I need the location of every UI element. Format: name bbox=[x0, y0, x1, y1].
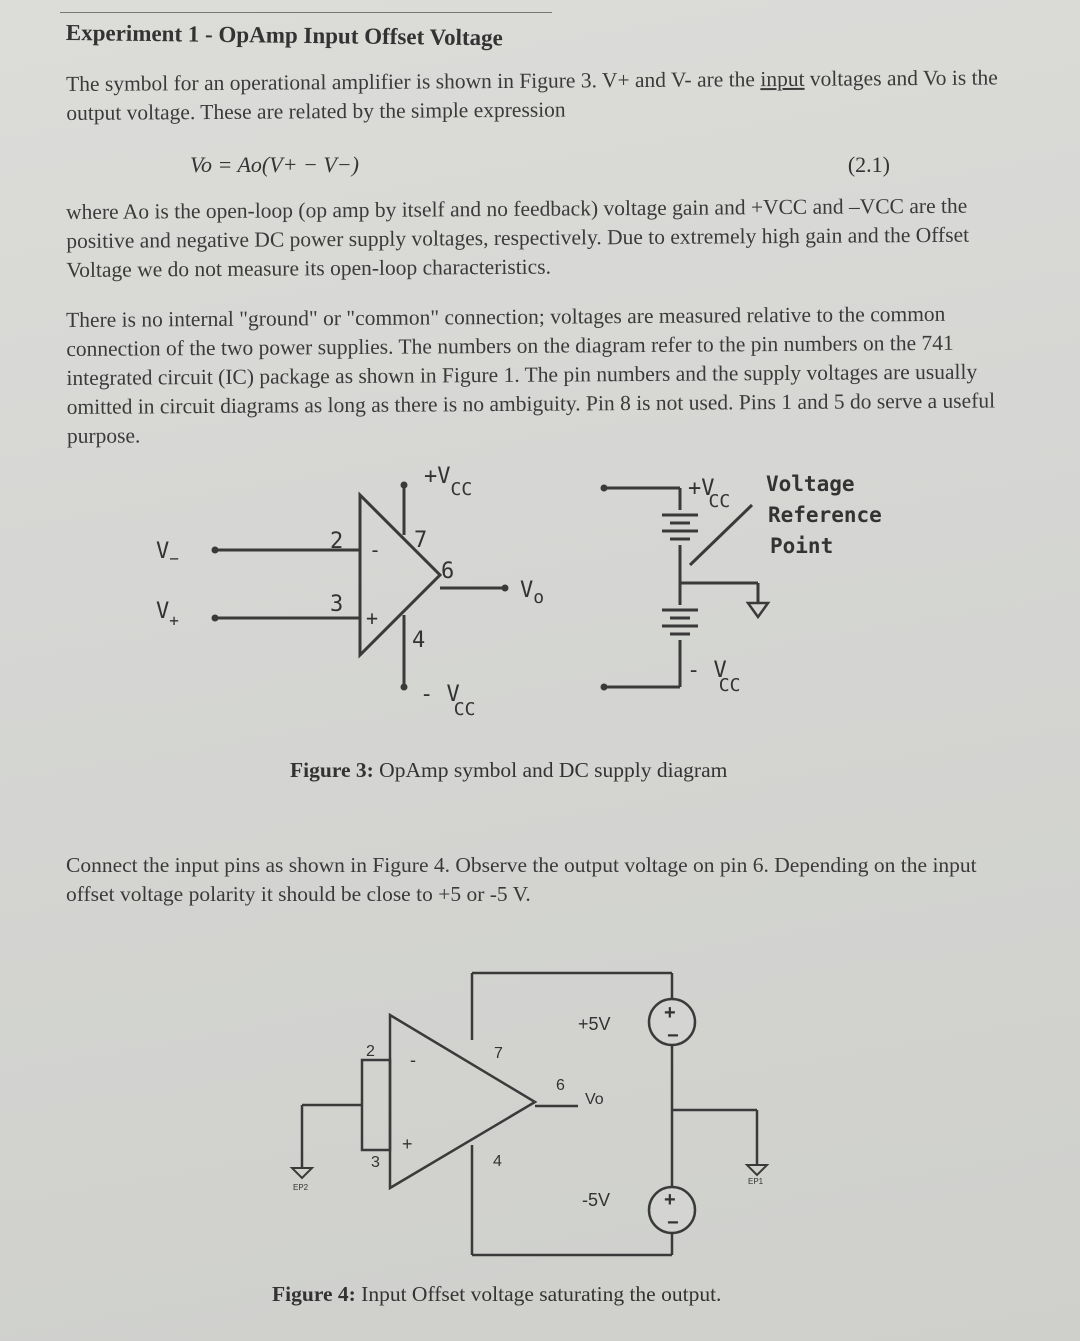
section-heading: Experiment 1 - OpAmp Input Offset Voltage bbox=[65, 20, 503, 51]
fig3-plus-sign: + bbox=[366, 606, 379, 630]
top-rule bbox=[60, 12, 552, 13]
fig4-pos-source-minus: − bbox=[667, 1025, 679, 1047]
fig4-neg-source-minus: − bbox=[667, 1212, 679, 1234]
fig3-label-vo: $V_o$ bbox=[520, 578, 545, 608]
paragraph-ground bbox=[66, 299, 1012, 451]
fig3-terminal-vminus bbox=[212, 547, 219, 554]
connect-text: Connect the input pins as shown in Figure 4. Observe the output voltage on pin 6. Depending on the input offset voltage polarity it should be close to +5 or -5 V. bbox=[66, 853, 977, 906]
intro-text-a: The symbol for an operational amplifier is shown in Figure 3. V+ and V- are the bbox=[66, 67, 761, 96]
fig4-pos-source-plus: + bbox=[664, 1002, 676, 1024]
figure4-caption-text: Input Offset voltage saturating the output. bbox=[355, 1282, 722, 1306]
fig3-ground-arrow bbox=[748, 603, 768, 617]
fig4-pin4: 4 bbox=[493, 1153, 502, 1170]
fig3-terminal-vcc bbox=[401, 482, 408, 489]
fig3-label-vcc-top: $+V_{CC}$ bbox=[424, 464, 473, 500]
figure4-diagram bbox=[0, 960, 1080, 1280]
fig3-label-vplus: $V_+$ bbox=[156, 599, 179, 630]
fig4-input-short-box bbox=[362, 1060, 390, 1150]
fig3-label-vcc-bottom: - V CC bbox=[420, 682, 476, 720]
fig3-minus-sign: - bbox=[369, 538, 382, 562]
fig4-ep2-ground bbox=[292, 1168, 312, 1178]
fig3-label-supply-top: +V CC bbox=[688, 476, 731, 512]
fig4-plus-sign: + bbox=[402, 1134, 413, 1154]
fig3-label-supply-bottom: - V CC bbox=[687, 658, 741, 696]
paragraph-open-loop bbox=[66, 192, 992, 285]
equation-number: (2.1) bbox=[847, 152, 890, 177]
fig4-opamp-triangle bbox=[390, 1015, 535, 1188]
figure3-diagram bbox=[0, 455, 1080, 755]
figure3-caption-text: OpAmp symbol and DC supply diagram bbox=[373, 758, 728, 782]
paragraph-intro bbox=[66, 63, 1011, 128]
intro-text-b: voltages and Vo is the output voltage. These are related by the simple expression bbox=[66, 65, 998, 125]
fig4-label-vo: Vo bbox=[585, 1091, 604, 1108]
fig3-terminal-supply-top bbox=[601, 485, 608, 492]
fig4-label-pos-supply: +5V bbox=[578, 1014, 611, 1034]
fig4-pin3: 3 bbox=[371, 1154, 380, 1171]
ground-text: There is no internal "ground" or "common" connection; voltages are measured relative to the common connection of the two power supplies. The numbers on the diagram refer to the pin numbers on the 741 integrated circuit (IC) package as shown in Figure 1. The pin numbers and the supply voltages are usually omitted in circuit diagrams as long as there is no ambiguity. Pin 8 is not used. Pins 1 and 5 do serve a useful purpose. bbox=[66, 301, 996, 448]
equation-expression: Vo = Ao(V+ − V−) bbox=[190, 152, 359, 177]
fig3-terminal-vplus bbox=[212, 615, 219, 622]
fig3-ref-label-line2: Reference bbox=[768, 503, 882, 527]
figure3-caption-label: Figure 3: bbox=[290, 758, 374, 782]
open-loop-text: where Ao is the open-loop (op amp by itself and no feedback) voltage gain and +VCC and –VCC are the positive and negative DC power supply voltages, respectively. Due to extremely high gain and the Offset Voltage we do not measure its open-loop characteristics. bbox=[66, 193, 970, 282]
fig4-label-ep2: EP2 bbox=[293, 1183, 309, 1192]
paragraph-connect bbox=[66, 851, 1016, 909]
fig3-ref-pointer bbox=[690, 505, 752, 565]
fig4-neg-source-plus: + bbox=[664, 1189, 676, 1211]
fig4-pin7: 7 bbox=[494, 1045, 503, 1062]
fig3-pin7: 7 bbox=[414, 528, 428, 553]
figure3-caption bbox=[290, 758, 727, 783]
fig3-pin2: 2 bbox=[330, 529, 344, 554]
figure4-caption-label: Figure 4: bbox=[272, 1282, 356, 1306]
fig4-label-ep1: EP1 bbox=[748, 1177, 764, 1186]
fig4-minus-sign: - bbox=[410, 1050, 416, 1070]
fig4-pin6: 6 bbox=[556, 1077, 565, 1094]
fig3-opamp-triangle bbox=[360, 495, 440, 655]
fig3-terminal-vo bbox=[502, 585, 509, 592]
fig3-pin4: 4 bbox=[412, 628, 426, 653]
equation bbox=[190, 152, 890, 178]
figure4-caption bbox=[272, 1282, 721, 1307]
fig3-label-vminus: $V_-$ bbox=[156, 539, 179, 568]
fig3-pin3: 3 bbox=[330, 592, 344, 617]
fig3-terminal-vee bbox=[401, 684, 408, 691]
fig3-terminal-supply-bottom bbox=[601, 684, 608, 691]
fig4-ep1-ground bbox=[747, 1165, 767, 1175]
fig4-pin2: 2 bbox=[366, 1043, 375, 1060]
intro-underlined-word: input bbox=[760, 66, 805, 92]
fig3-ref-label-line1: Voltage bbox=[766, 472, 855, 496]
fig3-ref-label-line3: Point bbox=[770, 534, 834, 558]
fig3-pin6: 6 bbox=[441, 559, 455, 584]
fig4-label-neg-supply: -5V bbox=[582, 1190, 611, 1210]
